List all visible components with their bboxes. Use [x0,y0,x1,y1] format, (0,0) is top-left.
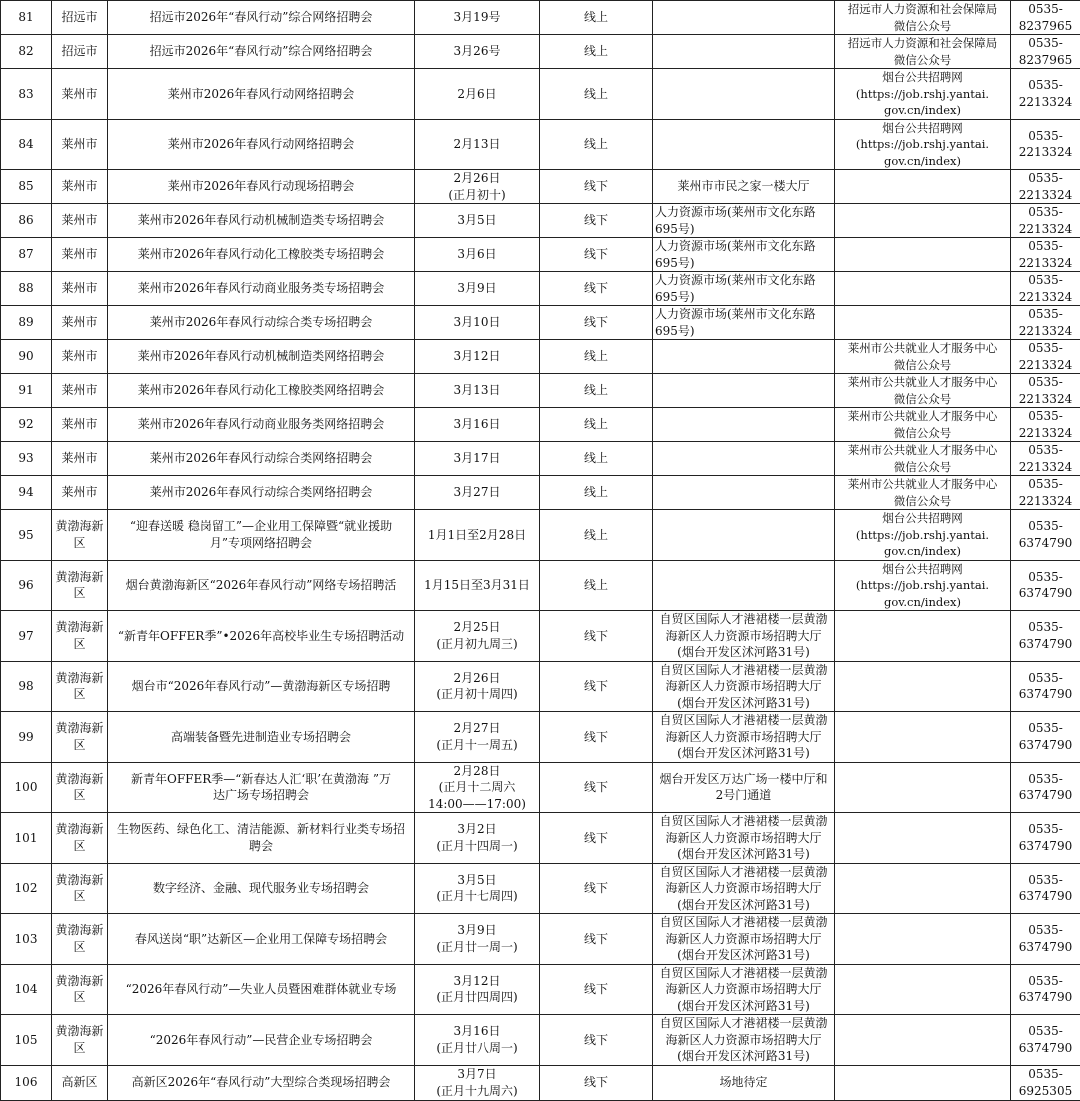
date-cell: 3月6日 [415,238,540,272]
phone-cell: 0535- 2213324 [1011,340,1080,374]
mode-cell: 线下 [540,863,653,914]
event-name-cell: 春风送岗“职”达新区—企业用工保障专场招聘会 [108,914,415,965]
location-cell [653,442,835,476]
mode-cell: 线下 [540,1065,653,1100]
event-name-cell: “迎春送暖 稳岗留工”—企业用工保障暨“就业援助 月”专项网络招聘会 [108,510,415,561]
channel-cell [835,964,1011,1015]
row-number: 103 [1,914,52,965]
date-cell: 1月15日至3月31日 [415,560,540,611]
mode-cell: 线上 [540,510,653,561]
event-name-cell: 莱州市2026年春风行动商业服务类网络招聘会 [108,408,415,442]
phone-cell: 0535- 2213324 [1011,306,1080,340]
area-cell: 莱州市 [52,69,108,120]
area-cell: 黄渤海新 区 [52,762,108,813]
location-cell: 莱州市市民之家一楼大厅 [653,170,835,204]
row-number: 94 [1,476,52,510]
row-number: 85 [1,170,52,204]
mode-cell: 线上 [540,560,653,611]
location-cell: 人力资源市场(莱州市文化东路695号) [653,204,835,238]
area-cell: 莱州市 [52,408,108,442]
phone-cell: 0535- 6374790 [1011,661,1080,712]
date-cell: 3月5日 [415,204,540,238]
mode-cell: 线下 [540,914,653,965]
phone-cell: 0535- 2213324 [1011,442,1080,476]
channel-cell: 莱州市公共就业人才服务中心 微信公众号 [835,442,1011,476]
row-number: 105 [1,1015,52,1066]
row-number: 84 [1,119,52,170]
table-row [1,306,1080,340]
area-cell: 黄渤海新 区 [52,863,108,914]
event-name-cell: 招远市2026年“春风行动”综合网络招聘会 [108,35,415,69]
event-name-cell: 烟台黄渤海新区“2026年春风行动”网络专场招聘活 [108,560,415,611]
row-number: 93 [1,442,52,476]
channel-cell: 烟台公共招聘网 (https://job.rshj.yantai. gov.cn/index) [835,560,1011,611]
location-cell [653,35,835,69]
location-cell: 自贸区国际人才港裙楼一层黄渤 海新区人力资源市场招聘大厅 (烟台开发区沭河路31号) [653,1015,835,1066]
phone-cell: 0535- 6374790 [1011,510,1080,561]
channel-cell [835,914,1011,965]
row-number: 106 [1,1065,52,1100]
table-body [1,1,1080,1101]
event-name-cell: “2026年春风行动”—民营企业专场招聘会 [108,1015,415,1066]
event-name-cell: 莱州市2026年春风行动综合类网络招聘会 [108,476,415,510]
channel-cell: 招远市人力资源和社会保障局 微信公众号 [835,35,1011,69]
table-row [1,863,1080,914]
date-cell: 3月12日 [415,340,540,374]
mode-cell: 线上 [540,476,653,510]
date-cell: 3月10日 [415,306,540,340]
mode-cell: 线上 [540,119,653,170]
row-number: 98 [1,661,52,712]
event-name-cell: 莱州市2026年春风行动网络招聘会 [108,69,415,120]
date-cell: 2月26日 (正月初十) [415,170,540,204]
phone-cell: 0535- 2213324 [1011,119,1080,170]
table-row [1,1015,1080,1066]
mode-cell: 线下 [540,1015,653,1066]
location-cell: 人力资源市场(莱州市文化东路695号) [653,306,835,340]
area-cell: 莱州市 [52,119,108,170]
event-name-cell: 莱州市2026年春风行动现场招聘会 [108,170,415,204]
table-row [1,374,1080,408]
area-cell: 莱州市 [52,238,108,272]
phone-cell: 0535- 2213324 [1011,408,1080,442]
date-cell: 1月1日至2月28日 [415,510,540,561]
location-cell [653,408,835,442]
channel-cell [835,712,1011,763]
location-cell [653,1,835,35]
channel-cell [835,1015,1011,1066]
area-cell: 莱州市 [52,374,108,408]
mode-cell: 线上 [540,374,653,408]
row-number: 102 [1,863,52,914]
channel-cell: 烟台公共招聘网 (https://job.rshj.yantai. gov.cn/index) [835,510,1011,561]
mode-cell: 线下 [540,306,653,340]
row-number: 90 [1,340,52,374]
row-number: 89 [1,306,52,340]
row-number: 97 [1,611,52,662]
phone-cell: 0535- 6925305 [1011,1065,1080,1100]
mode-cell: 线下 [540,611,653,662]
date-cell: 3月16日 [415,408,540,442]
mode-cell: 线下 [540,170,653,204]
table-row [1,914,1080,965]
location-cell: 自贸区国际人才港裙楼一层黄渤 海新区人力资源市场招聘大厅 (烟台开发区沭河路31号) [653,611,835,662]
row-number: 83 [1,69,52,120]
table-row [1,204,1080,238]
area-cell: 莱州市 [52,442,108,476]
mode-cell: 线上 [540,1,653,35]
mode-cell: 线下 [540,661,653,712]
date-cell: 3月17日 [415,442,540,476]
location-cell: 自贸区国际人才港裙楼一层黄渤 海新区人力资源市场招聘大厅 (烟台开发区沭河路31号) [653,813,835,864]
phone-cell: 0535- 6374790 [1011,914,1080,965]
event-name-cell: “2026年春风行动”—失业人员暨困难群体就业专场 [108,964,415,1015]
channel-cell: 烟台公共招聘网 (https://job.rshj.yantai. gov.cn/index) [835,119,1011,170]
channel-cell: 莱州市公共就业人才服务中心 微信公众号 [835,374,1011,408]
channel-cell: 莱州市公共就业人才服务中心 微信公众号 [835,340,1011,374]
event-name-cell: 莱州市2026年春风行动机械制造类专场招聘会 [108,204,415,238]
table-row [1,762,1080,813]
area-cell: 招远市 [52,1,108,35]
area-cell: 莱州市 [52,272,108,306]
mode-cell: 线下 [540,204,653,238]
table-row [1,964,1080,1015]
channel-cell: 莱州市公共就业人才服务中心 微信公众号 [835,408,1011,442]
location-cell: 自贸区国际人才港裙楼一层黄渤 海新区人力资源市场招聘大厅 (烟台开发区沭河路31号) [653,712,835,763]
event-name-cell: 莱州市2026年春风行动综合类专场招聘会 [108,306,415,340]
area-cell: 莱州市 [52,170,108,204]
table-row [1,476,1080,510]
date-cell: 2月25日 (正月初九周三) [415,611,540,662]
area-cell: 黄渤海新 区 [52,510,108,561]
table-row [1,1,1080,35]
event-name-cell: 数字经济、金融、现代服务业专场招聘会 [108,863,415,914]
event-name-cell: 烟台市“2026年春风行动”—黄渤海新区专场招聘 [108,661,415,712]
location-cell [653,374,835,408]
date-cell: 2月13日 [415,119,540,170]
date-cell: 2月6日 [415,69,540,120]
date-cell: 2月28日 (正月十二周六 14:00——17:00) [415,762,540,813]
table-row [1,238,1080,272]
event-name-cell: 莱州市2026年春风行动机械制造类网络招聘会 [108,340,415,374]
channel-cell [835,863,1011,914]
date-cell: 3月19号 [415,1,540,35]
area-cell: 招远市 [52,35,108,69]
event-name-cell: 莱州市2026年春风行动网络招聘会 [108,119,415,170]
date-cell: 3月13日 [415,374,540,408]
event-name-cell: 生物医药、绿色化工、清洁能源、新材料行业类专场招 聘会 [108,813,415,864]
phone-cell: 0535- 6374790 [1011,813,1080,864]
channel-cell [835,306,1011,340]
area-cell: 黄渤海新 区 [52,712,108,763]
mode-cell: 线下 [540,272,653,306]
location-cell [653,340,835,374]
event-name-cell: 莱州市2026年春风行动化工橡胶类网络招聘会 [108,374,415,408]
channel-cell: 莱州市公共就业人才服务中心 微信公众号 [835,476,1011,510]
row-number: 91 [1,374,52,408]
phone-cell: 0535- 2213324 [1011,170,1080,204]
area-cell: 莱州市 [52,204,108,238]
row-number: 100 [1,762,52,813]
event-name-cell: 新青年OFFER季—“新春达人汇‘职’在黄渤海 ”万 达广场专场招聘会 [108,762,415,813]
mode-cell: 线下 [540,712,653,763]
event-name-cell: 莱州市2026年春风行动商业服务类专场招聘会 [108,272,415,306]
area-cell: 高新区 [52,1065,108,1100]
table-row [1,272,1080,306]
row-number: 81 [1,1,52,35]
date-cell: 3月2日 (正月十四周一) [415,813,540,864]
mode-cell: 线下 [540,238,653,272]
table-row [1,1065,1080,1100]
channel-cell: 招远市人力资源和社会保障局 微信公众号 [835,1,1011,35]
date-cell: 3月16日 (正月廿八周一) [415,1015,540,1066]
table-row [1,661,1080,712]
table-row [1,442,1080,476]
area-cell: 黄渤海新 区 [52,1015,108,1066]
row-number: 82 [1,35,52,69]
area-cell: 黄渤海新 区 [52,964,108,1015]
date-cell: 3月5日 (正月十七周四) [415,863,540,914]
table-row [1,170,1080,204]
location-cell: 自贸区国际人才港裙楼一层黄渤 海新区人力资源市场招聘大厅 (烟台开发区沭河路31号) [653,863,835,914]
table-row [1,813,1080,864]
location-cell: 烟台开发区万达广场一楼中厅和 2号门通道 [653,762,835,813]
channel-cell [835,272,1011,306]
location-cell: 自贸区国际人才港裙楼一层黄渤 海新区人力资源市场招聘大厅 (烟台开发区沭河路31号) [653,661,835,712]
phone-cell: 0535- 6374790 [1011,712,1080,763]
phone-cell: 0535- 8237965 [1011,1,1080,35]
phone-cell: 0535- 6374790 [1011,611,1080,662]
date-cell: 2月27日 (正月十一周五) [415,712,540,763]
location-cell: 自贸区国际人才港裙楼一层黄渤 海新区人力资源市场招聘大厅 (烟台开发区沭河路31号) [653,964,835,1015]
date-cell: 3月7日 (正月十九周六) [415,1065,540,1100]
row-number: 104 [1,964,52,1015]
table-row [1,69,1080,120]
row-number: 96 [1,560,52,611]
mode-cell: 线上 [540,442,653,476]
channel-cell [835,1065,1011,1100]
row-number: 99 [1,712,52,763]
row-number: 101 [1,813,52,864]
phone-cell: 0535- 2213324 [1011,204,1080,238]
table-row [1,560,1080,611]
channel-cell [835,762,1011,813]
row-number: 92 [1,408,52,442]
event-name-cell: “新青年OFFER季”•2026年高校毕业生专场招聘活动 [108,611,415,662]
location-cell: 人力资源市场(莱州市文化东路695号) [653,272,835,306]
mode-cell: 线上 [540,408,653,442]
table-row [1,408,1080,442]
mode-cell: 线上 [540,69,653,120]
phone-cell: 0535- 6374790 [1011,863,1080,914]
phone-cell: 0535- 8237965 [1011,35,1080,69]
event-name-cell: 莱州市2026年春风行动综合类网络招聘会 [108,442,415,476]
date-cell: 3月9日 (正月廿一周一) [415,914,540,965]
row-number: 86 [1,204,52,238]
location-cell: 人力资源市场(莱州市文化东路695号) [653,238,835,272]
area-cell: 莱州市 [52,340,108,374]
phone-cell: 0535- 6374790 [1011,762,1080,813]
mode-cell: 线下 [540,813,653,864]
date-cell: 3月27日 [415,476,540,510]
table-row [1,119,1080,170]
channel-cell [835,813,1011,864]
channel-cell [835,170,1011,204]
row-number: 95 [1,510,52,561]
location-cell: 场地待定 [653,1065,835,1100]
table-row [1,611,1080,662]
event-name-cell: 高新区2026年“春风行动”大型综合类现场招聘会 [108,1065,415,1100]
phone-cell: 0535- 2213324 [1011,272,1080,306]
area-cell: 黄渤海新 区 [52,611,108,662]
area-cell: 黄渤海新 区 [52,813,108,864]
location-cell: 自贸区国际人才港裙楼一层黄渤 海新区人力资源市场招聘大厅 (烟台开发区沭河路31号) [653,914,835,965]
mode-cell: 线下 [540,964,653,1015]
table-row [1,510,1080,561]
area-cell: 黄渤海新 区 [52,560,108,611]
channel-cell [835,611,1011,662]
mode-cell: 线下 [540,762,653,813]
location-cell [653,69,835,120]
phone-cell: 0535- 2213324 [1011,238,1080,272]
channel-cell: 烟台公共招聘网 (https://job.rshj.yantai. gov.cn/index) [835,69,1011,120]
location-cell [653,476,835,510]
phone-cell: 0535- 6374790 [1011,560,1080,611]
location-cell [653,510,835,561]
phone-cell: 0535- 2213324 [1011,69,1080,120]
phone-cell: 0535- 6374790 [1011,964,1080,1015]
area-cell: 莱州市 [52,476,108,510]
table-row [1,35,1080,69]
date-cell: 2月26日 (正月初十周四) [415,661,540,712]
location-cell [653,119,835,170]
area-cell: 莱州市 [52,306,108,340]
table-row [1,712,1080,763]
channel-cell [835,661,1011,712]
mode-cell: 线上 [540,340,653,374]
date-cell: 3月9日 [415,272,540,306]
area-cell: 黄渤海新 区 [52,914,108,965]
event-name-cell: 招远市2026年“春风行动”综合网络招聘会 [108,1,415,35]
phone-cell: 0535- 2213324 [1011,476,1080,510]
event-name-cell: 高端装备暨先进制造业专场招聘会 [108,712,415,763]
date-cell: 3月12日 (正月廿四周四) [415,964,540,1015]
channel-cell [835,238,1011,272]
table-row [1,340,1080,374]
row-number: 87 [1,238,52,272]
channel-cell [835,204,1011,238]
phone-cell: 0535- 2213324 [1011,374,1080,408]
event-name-cell: 莱州市2026年春风行动化工橡胶类专场招聘会 [108,238,415,272]
row-number: 88 [1,272,52,306]
mode-cell: 线上 [540,35,653,69]
location-cell [653,560,835,611]
phone-cell: 0535- 6374790 [1011,1015,1080,1066]
area-cell: 黄渤海新 区 [52,661,108,712]
date-cell: 3月26号 [415,35,540,69]
